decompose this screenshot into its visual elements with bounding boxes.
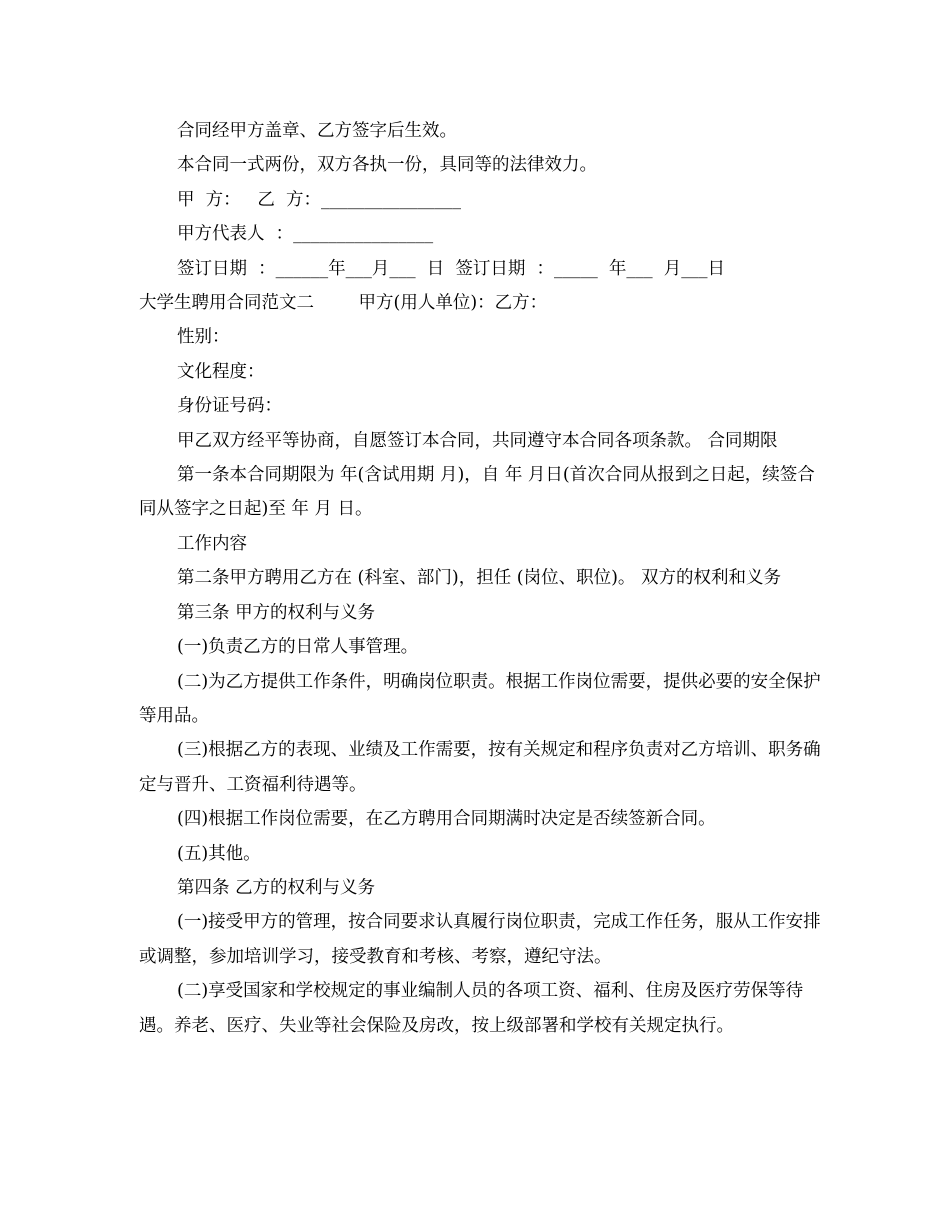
article-3-item-2: (二)为乙方提供工作条件，明确岗位职责。根据工作岗位需要，提供必要的安全保护等用品。 xyxy=(139,671,821,726)
article-4-heading: 第四条 乙方的权利与义务 xyxy=(177,877,376,898)
paragraph-agreement-intro: 甲乙双方经平等协商，自愿签订本合同，共同遵守本合同各项条款。 合同期限 xyxy=(177,430,778,451)
article-1-term: 第一条本合同期限为 年(含试用期 月)，自 年 月日(首次合同从报到之日起，续签合同从签字之日起)至 年 月 日。 xyxy=(139,465,815,520)
section-heading-work-content: 工作内容 xyxy=(177,533,247,554)
field-id-number: 身份证号码： xyxy=(177,396,282,417)
article-4-item-1: (一)接受甲方的管理，按合同要求认真履行岗位职责，完成工作任务，服从工作安排或调整，参加培训学习，接受教育和考核、考察，遵纪守法。 xyxy=(139,912,821,967)
article-2-position: 第二条甲方聘用乙方在 (科室、部门)，担任 (岗位、职位)。 双方的权利和义务 xyxy=(177,568,781,589)
article-4-item-2: (二)享受国家和学校规定的事业编制人员的各项工资、福利、住房及医疗劳保等待遇。养老、医疗、失业等社会保险及房改，按上级部署和学校有关规定执行。 xyxy=(139,981,804,1036)
field-education: 文化程度： xyxy=(177,361,265,382)
field-gender: 性别： xyxy=(177,327,230,348)
signature-parties-line: 甲 方： 乙 方：________________ xyxy=(177,189,461,210)
second-contract-heading: 大学生聘用合同范文二 甲方(用人单位)：乙方： xyxy=(139,293,548,314)
paragraph-copies-clause: 本合同一式两份，双方各执一份，具同等的法律效力。 xyxy=(177,155,597,176)
paragraph-effective-clause: 合同经甲方盖章、乙方签字后生效。 xyxy=(177,121,457,141)
article-3-heading: 第三条 甲方的权利与义务 xyxy=(177,602,376,623)
article-3-item-5: (五)其他。 xyxy=(177,843,261,864)
document-body xyxy=(139,114,827,1043)
party-a-representative-line: 甲方代表人 ：________________ xyxy=(177,224,434,245)
article-3-item-3: (三)根据乙方的表现、业绩及工作需要，按有关规定和程序负责对乙方培训、职务确定与晋升、工资福利待遇等。 xyxy=(139,740,821,795)
signing-date-line: 签订日期 ：______年___月___ 日 签订日期 ：_____ 年___ 月___日 xyxy=(177,258,726,279)
article-3-item-4: (四)根据工作岗位需要，在乙方聘用合同期满时决定是否续签新合同。 xyxy=(177,809,716,830)
article-3-item-1: (一)负责乙方的日常人事管理。 xyxy=(177,637,419,658)
